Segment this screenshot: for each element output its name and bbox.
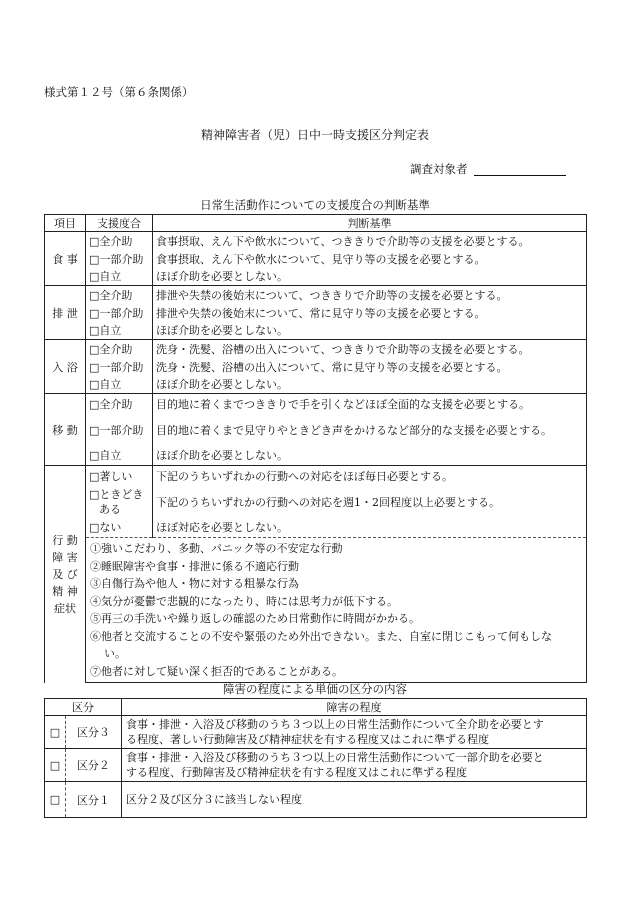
degree-checkbox[interactable]: □全介助 (86, 286, 153, 305)
section1-title: 日常生活動作についての支援度合の判断基準 (200, 198, 430, 212)
degree-checkbox[interactable]: □全介助 (86, 340, 153, 359)
degree-checkbox[interactable]: □自立 (86, 322, 153, 340)
item-movement: 移 動 (45, 394, 86, 466)
classification-description (122, 716, 587, 749)
item-behavior-line: 及 び (52, 567, 78, 581)
behavior-list-item: ①強いこだわり、多動、パニック等の不安定な行動 (90, 542, 343, 555)
table-row (45, 518, 587, 538)
behavior-list-item: ④気分が憂鬱で悲観的になったり、時には思考力が低下する。 (90, 594, 398, 608)
item-meal: 食 事 (45, 232, 86, 286)
header-classification: 区分 (45, 699, 122, 716)
item-behavior-line: 精 神 (52, 584, 78, 598)
item-behavior (45, 466, 86, 683)
degree-checkbox[interactable]: □全介助 (86, 394, 153, 414)
table-row (45, 538, 587, 683)
header-degree-of-disability: 障害の程度 (122, 699, 587, 716)
degree-checkbox[interactable]: □自立 (86, 446, 153, 466)
degree-checkbox[interactable]: □一部介助 (86, 359, 153, 376)
degree-checkbox[interactable]: □全介助 (86, 232, 153, 251)
form-number: 様式第１２号（第６条関係） (44, 85, 194, 99)
subject-label: 調査対象者 (410, 162, 468, 176)
classification-description: 区分２及び区分３に該当しない程度 (122, 782, 587, 818)
behavior-list-item: ⑤再三の手洗いや繰り返しの確認のため日常動作に時間がかかる。 (90, 612, 420, 625)
table-row (45, 782, 587, 818)
section2-title: 障害の程度による単価の区分の内容 (223, 682, 407, 696)
criteria-text: 下記のうちいずれかの行動への対応を週1・2回程度以上必要とする。 (153, 486, 587, 518)
table-row (45, 466, 587, 486)
degree-checkbox[interactable]: □一部介助 (86, 251, 153, 268)
item-excretion: 排 泄 (45, 286, 86, 340)
behavior-list-item: い。 (104, 647, 126, 660)
item-bathing: 入 浴 (45, 340, 86, 394)
criteria-text: 洗身・洗髪、浴槽の出入について、常に見守り等の支援を必要とする。 (153, 359, 587, 376)
table-row (45, 268, 587, 286)
criteria-text: 排泄や失禁の後始末について、常に見守り等の支援を必要とする。 (153, 305, 587, 322)
behavior-list (86, 538, 587, 683)
table-row (45, 286, 587, 305)
degree-checkbox[interactable]: □ない (86, 518, 153, 538)
header-criteria: 判断基準 (153, 215, 587, 232)
criteria-text: ほぼ介助を必要としない。 (153, 268, 587, 286)
description-line: 食事・排泄・入浴及び移動のうち３つ以上の日常生活動作について一部介助を必要と (126, 751, 544, 764)
criteria-text: ほぼ対応を必要としない。 (153, 518, 587, 538)
classification-level: 区分２ (65, 749, 121, 782)
degree-checkbox[interactable]: □一部介助 (86, 414, 153, 446)
table-row (45, 251, 587, 268)
table-row (45, 446, 587, 466)
classification-level: 区分３ (65, 716, 121, 749)
degree-checkbox[interactable]: □自立 (86, 268, 153, 286)
classification-checkbox[interactable]: □ (45, 749, 66, 782)
behavior-list-item: ②睡眠障害や食事・排泄に係る不適応行動 (90, 559, 299, 573)
subject-input-line[interactable] (474, 175, 566, 176)
degree-checkbox[interactable]: □自立 (86, 376, 153, 394)
table-row (45, 376, 587, 394)
item-behavior-line: 症状 (54, 601, 76, 615)
table-row (45, 394, 587, 414)
criteria-text: ほぼ介助を必要としない。 (153, 446, 587, 466)
table-row (45, 340, 587, 359)
table-row (45, 359, 587, 376)
description-line: る程度、著しい行動障害及び精神症状を有する程度又はこれに準ずる程度 (126, 733, 489, 746)
support-criteria-table (44, 214, 587, 683)
table-row (45, 305, 587, 322)
table-row (45, 716, 587, 749)
table-row (45, 749, 587, 782)
degree-label-line2: ある (99, 502, 121, 516)
table-row (45, 414, 587, 446)
criteria-text: 食事摂取、えん下や飲水について、つききりで介助等の支援を必要とする。 (153, 232, 587, 251)
classification-checkbox[interactable]: □ (45, 716, 66, 749)
criteria-text: ほぼ介助を必要としない。 (153, 322, 587, 340)
degree-checkbox[interactable]: □一部介助 (86, 305, 153, 322)
criteria-text: ほぼ介助を必要としない。 (153, 376, 587, 394)
description-line: する程度、行動障害及び精神症状を有する程度又はこれに準ずる程度 (126, 766, 467, 779)
criteria-text: 目的地に着くまでつききりで手を引くなどほぼ全面的な支援を必要とする。 (153, 394, 587, 414)
classification-description (122, 749, 587, 782)
criteria-text: 食事摂取、えん下や飲水について、見守り等の支援を必要とする。 (153, 251, 587, 268)
classification-level: 区分１ (65, 782, 121, 818)
table-row (45, 232, 587, 251)
behavior-list-item: ⑥他者と交流することの不安や緊張のため外出できない。また、自室に閉じこもって何もしな (90, 629, 552, 643)
criteria-text: 排泄や失禁の後始末について、つききりで介助等の支援を必要とする。 (153, 286, 587, 305)
table-row (45, 322, 587, 340)
criteria-text: 下記のうちいずれかの行動への対応をほぼ毎日必要とする。 (153, 466, 587, 486)
document-title: 精神障害者（児）日中一時支援区分判定表 (200, 128, 429, 142)
header-degree: 支援度合 (86, 215, 153, 232)
table-header-row (45, 215, 587, 232)
table-header-row (45, 699, 587, 716)
item-behavior-line: 行 動 (52, 533, 78, 547)
description-line: 食事・排泄・入浴及び移動のうち３つ以上の日常生活動作について全介助を必要とす (126, 718, 544, 731)
table-row (45, 486, 587, 518)
degree-label-line1: □ときどき (89, 487, 144, 501)
behavior-list-item: ⑦他者に対して疑い深く拒否的であることがある。 (90, 664, 343, 678)
item-behavior-line: 障 害 (52, 550, 78, 564)
header-item: 項目 (45, 215, 86, 232)
criteria-text: 目的地に着くまで見守りやときどき声をかけるなど部分的な支援を必要とする。 (153, 414, 587, 446)
degree-checkbox[interactable]: □著しい (86, 466, 153, 486)
classification-checkbox[interactable]: □ (45, 782, 66, 818)
degree-checkbox[interactable] (86, 486, 153, 518)
criteria-text: 洗身・洗髪、浴槽の出入について、つききりで介助等の支援を必要とする。 (153, 340, 587, 359)
classification-table (44, 698, 587, 818)
behavior-list-item: ③自傷行為や他人・物に対する粗暴な行為 (90, 577, 299, 590)
